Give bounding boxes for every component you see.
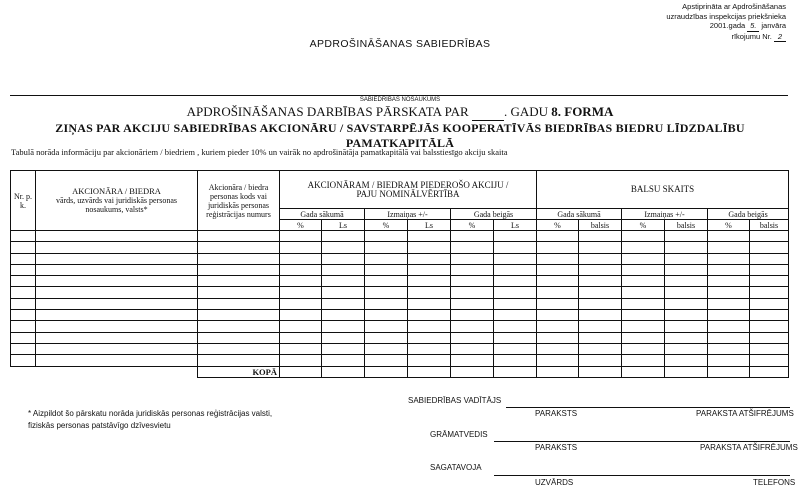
table-cell[interactable] — [451, 310, 494, 321]
table-cell[interactable] — [537, 298, 579, 309]
table-cell[interactable] — [537, 332, 579, 343]
table-cell[interactable] — [36, 343, 198, 354]
table-cell[interactable] — [322, 355, 365, 366]
table-cell[interactable] — [537, 343, 579, 354]
total-cell[interactable] — [365, 366, 408, 377]
org-heading: APDROŠINĀŠANAS SABIEDRĪBAS — [309, 38, 491, 50]
table-cell[interactable] — [494, 298, 537, 309]
table-cell[interactable] — [665, 310, 708, 321]
table-cell[interactable] — [451, 298, 494, 309]
table-cell[interactable] — [11, 355, 36, 366]
table-cell[interactable] — [36, 332, 198, 343]
report-title-prefix: APDROŠINĀŠANAS DARBĪBAS PĀRSKATA PAR — [186, 104, 469, 119]
accountant-signature-caption: PARAKSTS — [535, 443, 578, 452]
table-cell[interactable] — [494, 242, 537, 253]
table-cell[interactable] — [322, 310, 365, 321]
table-cell[interactable] — [198, 287, 280, 298]
table-cell[interactable] — [280, 298, 322, 309]
table-cell[interactable] — [708, 264, 750, 275]
table-cell[interactable] — [11, 264, 36, 275]
votes-change-header: Izmaiņas +/- — [622, 209, 708, 220]
table-cell[interactable] — [451, 355, 494, 366]
table-cell[interactable] — [36, 321, 198, 332]
unit-pct: % — [708, 220, 750, 231]
table-cell[interactable] — [451, 253, 494, 264]
head-signature-caption: PARAKSTS — [535, 409, 578, 418]
table-row — [11, 332, 789, 343]
report-year-field[interactable] — [472, 104, 504, 121]
unit-votes: balsis — [750, 220, 789, 231]
table-cell[interactable] — [280, 355, 322, 366]
head-label: SABIEDRĪBAS VADĪTĀJS — [408, 396, 502, 405]
col-holder-title: AKCIONĀRA / BIEDRA — [72, 186, 161, 196]
table-cell[interactable] — [198, 253, 280, 264]
table-cell[interactable] — [408, 355, 451, 366]
footnote-line-2: fiziskās personas patstāvīgo dzīvesvietu — [28, 421, 171, 430]
table-cell[interactable] — [622, 332, 665, 343]
table-cell[interactable] — [408, 231, 451, 242]
table-cell[interactable] — [11, 276, 36, 287]
preparer-phone-caption: TELEFONS — [753, 478, 796, 487]
table-cell[interactable] — [494, 321, 537, 332]
approval-order-number: 2 — [774, 32, 786, 43]
unit-votes: balsis — [579, 220, 622, 231]
total-cell[interactable] — [494, 366, 537, 377]
table-cell[interactable] — [665, 253, 708, 264]
table-cell[interactable] — [365, 355, 408, 366]
table-cell[interactable] — [665, 287, 708, 298]
company-name-line[interactable] — [10, 95, 788, 96]
table-cell[interactable] — [537, 264, 579, 275]
table-cell[interactable] — [451, 321, 494, 332]
table-cell[interactable] — [36, 355, 198, 366]
approval-line-1: Apstiprināta ar Apdrošināšanas — [682, 2, 786, 11]
accountant-signature-line[interactable] — [494, 441, 790, 442]
table-cell[interactable] — [322, 253, 365, 264]
value-end-header: Gada beigās — [451, 209, 537, 220]
table-cell[interactable] — [579, 264, 622, 275]
table-cell[interactable] — [708, 321, 750, 332]
table-cell[interactable] — [708, 310, 750, 321]
votes-start-header: Gada sākumā — [537, 209, 622, 220]
table-cell[interactable] — [494, 343, 537, 354]
table-cell[interactable] — [537, 253, 579, 264]
intro-text: Tabulā norāda informāciju par akcionāriem / biedriem , kuriem pieder 10% un vairāk no apdrošinātāja pamatkapitālā vai balsstiesīgo akciju skaita — [11, 147, 508, 157]
table-cell[interactable] — [750, 298, 789, 309]
table-cell[interactable] — [579, 355, 622, 366]
table-cell[interactable] — [537, 310, 579, 321]
approval-line-2: uzraudzības inspekcijas priekšnieka — [666, 11, 786, 21]
table-cell[interactable] — [322, 343, 365, 354]
approval-line-3 — [586, 21, 786, 32]
table-cell[interactable] — [365, 310, 408, 321]
table-cell[interactable] — [451, 332, 494, 343]
table-cell[interactable] — [750, 276, 789, 287]
table-cell[interactable] — [280, 310, 322, 321]
table-cell[interactable] — [280, 287, 322, 298]
total-cell[interactable] — [708, 366, 750, 377]
total-cell[interactable] — [622, 366, 665, 377]
table-cell[interactable] — [708, 231, 750, 242]
table-cell[interactable] — [280, 264, 322, 275]
table-row — [11, 355, 789, 366]
table-cell[interactable] — [198, 332, 280, 343]
table-cell[interactable] — [198, 321, 280, 332]
table-cell[interactable] — [11, 242, 36, 253]
table-cell[interactable] — [365, 276, 408, 287]
table-cell[interactable] — [365, 231, 408, 242]
table-cell[interactable] — [665, 242, 708, 253]
total-cell[interactable] — [280, 366, 322, 377]
table-cell[interactable] — [537, 276, 579, 287]
table-cell[interactable] — [365, 287, 408, 298]
table-cell[interactable] — [665, 298, 708, 309]
footnote — [28, 408, 272, 432]
company-name-caption: SABIEDRĪBAS NOSAUKUMS — [359, 97, 441, 103]
table-cell[interactable] — [537, 287, 579, 298]
table-cell[interactable] — [365, 242, 408, 253]
table-cell[interactable] — [280, 253, 322, 264]
table-body — [11, 231, 789, 378]
unit-ls: Ls — [408, 220, 451, 231]
table-cell[interactable] — [494, 276, 537, 287]
table-cell[interactable] — [408, 321, 451, 332]
table-cell[interactable] — [11, 298, 36, 309]
unit-ls: Ls — [494, 220, 537, 231]
table-cell[interactable] — [494, 355, 537, 366]
table-row — [11, 343, 789, 354]
table-cell[interactable] — [708, 242, 750, 253]
table-cell[interactable] — [365, 253, 408, 264]
votes-end-header: Gada beigās — [708, 209, 789, 220]
table-cell[interactable] — [622, 276, 665, 287]
table-cell[interactable] — [11, 332, 36, 343]
table-cell[interactable] — [622, 231, 665, 242]
table-cell[interactable] — [665, 321, 708, 332]
table-cell[interactable] — [494, 253, 537, 264]
table-cell[interactable] — [537, 321, 579, 332]
table-cell[interactable] — [579, 231, 622, 242]
table-cell[interactable] — [750, 231, 789, 242]
table-cell[interactable] — [198, 276, 280, 287]
table-row — [11, 253, 789, 264]
table-cell[interactable] — [750, 321, 789, 332]
table-cell[interactable] — [322, 231, 365, 242]
col-code-header: Akcionāra / biedra personas kods vai juridiskās personas reģistrācijas numurs — [198, 171, 280, 231]
table-cell[interactable] — [622, 264, 665, 275]
table-cell[interactable] — [198, 298, 280, 309]
table-cell[interactable] — [11, 231, 36, 242]
head-decoding-caption: PARAKSTA ATŠIFRĒJUMS — [696, 409, 794, 418]
table-cell[interactable] — [451, 231, 494, 242]
table-cell[interactable] — [11, 253, 36, 264]
unit-pct: % — [451, 220, 494, 231]
footnote-line-1: * Aizpildot šo pārskatu norāda juridiskās personas reģistrācijas valsti, — [28, 409, 273, 418]
table-cell[interactable] — [708, 298, 750, 309]
table-cell[interactable] — [750, 310, 789, 321]
total-cell[interactable] — [408, 366, 451, 377]
col-holder-subtitle: vārds, uzvārds vai juridiskās personas nosaukums, valsts* — [55, 196, 178, 214]
table-cell[interactable] — [665, 343, 708, 354]
table-cell[interactable] — [36, 310, 198, 321]
table-row — [11, 321, 789, 332]
table-row — [11, 264, 789, 275]
table-cell[interactable] — [708, 332, 750, 343]
table-row — [11, 276, 789, 287]
table-cell[interactable] — [494, 264, 537, 275]
report-title — [0, 104, 800, 121]
table-cell[interactable] — [408, 310, 451, 321]
table-cell[interactable] — [36, 298, 198, 309]
group-votes-header: BALSU SKAITS — [537, 171, 789, 209]
table-cell[interactable] — [198, 355, 280, 366]
table-cell[interactable] — [537, 355, 579, 366]
total-cell[interactable] — [665, 366, 708, 377]
table-cell[interactable] — [579, 310, 622, 321]
table-cell[interactable] — [198, 343, 280, 354]
table-cell[interactable] — [665, 276, 708, 287]
table-cell[interactable] — [708, 276, 750, 287]
table-cell[interactable] — [708, 253, 750, 264]
table-cell[interactable] — [665, 264, 708, 275]
table-cell[interactable] — [451, 242, 494, 253]
head-signature-line[interactable] — [506, 407, 790, 408]
accountant-decoding-caption: PARAKSTA ATŠIFRĒJUMS — [700, 443, 798, 452]
table-cell[interactable] — [365, 264, 408, 275]
table-cell[interactable] — [622, 287, 665, 298]
table-cell[interactable] — [198, 242, 280, 253]
table-cell[interactable] — [451, 276, 494, 287]
table-cell[interactable] — [494, 287, 537, 298]
table-cell[interactable] — [36, 264, 198, 275]
table-cell[interactable] — [665, 355, 708, 366]
total-row-spacer — [11, 366, 198, 377]
preparer-label: SAGATAVOJA — [430, 463, 482, 472]
table-cell[interactable] — [750, 287, 789, 298]
table-cell[interactable] — [322, 287, 365, 298]
table-cell[interactable] — [280, 276, 322, 287]
total-label: KOPĀ — [198, 366, 280, 377]
table-cell[interactable] — [451, 287, 494, 298]
table-cell[interactable] — [365, 343, 408, 354]
table-cell[interactable] — [36, 276, 198, 287]
unit-pct: % — [622, 220, 665, 231]
table-cell[interactable] — [11, 343, 36, 354]
table-cell[interactable] — [622, 321, 665, 332]
table-cell[interactable] — [408, 264, 451, 275]
total-cell[interactable] — [322, 366, 365, 377]
table-cell[interactable] — [579, 253, 622, 264]
table-cell[interactable] — [537, 231, 579, 242]
table-cell[interactable] — [11, 321, 36, 332]
table-cell[interactable] — [36, 287, 198, 298]
table-cell[interactable] — [322, 276, 365, 287]
form-label: 8. FORMA — [551, 104, 614, 119]
table-cell[interactable] — [198, 310, 280, 321]
table-cell[interactable] — [708, 355, 750, 366]
table-cell[interactable] — [408, 242, 451, 253]
table-cell[interactable] — [198, 264, 280, 275]
table-cell[interactable] — [494, 310, 537, 321]
approval-date-day: 5. — [747, 21, 759, 32]
table-cell[interactable] — [622, 310, 665, 321]
shareholder-table — [10, 170, 789, 378]
unit-pct: % — [537, 220, 579, 231]
table-cell[interactable] — [750, 242, 789, 253]
table-row — [11, 298, 789, 309]
total-row — [11, 366, 789, 377]
table-cell[interactable] — [36, 231, 198, 242]
group-value-header: AKCIONĀRAM / BIEDRAM PIEDEROŠO AKCIJU / PAJU NOMINĀLVĒRTĪBA — [280, 171, 537, 209]
preparer-name-caption: UZVĀRDS — [535, 478, 574, 487]
table-row — [11, 310, 789, 321]
approval-date-prefix: 2001.gada — [709, 21, 746, 30]
table-cell[interactable] — [451, 264, 494, 275]
table-cell[interactable] — [365, 321, 408, 332]
total-cell[interactable] — [537, 366, 579, 377]
table-cell[interactable] — [322, 298, 365, 309]
table-cell[interactable] — [365, 332, 408, 343]
table-cell[interactable] — [280, 321, 322, 332]
table-cell[interactable] — [322, 332, 365, 343]
table-cell[interactable] — [750, 264, 789, 275]
table-cell[interactable] — [408, 253, 451, 264]
table-cell[interactable] — [579, 298, 622, 309]
table-cell[interactable] — [750, 355, 789, 366]
approval-order-prefix: rīkojumu Nr. — [731, 31, 772, 41]
table-cell[interactable] — [579, 332, 622, 343]
main-title: ZIŅAS PAR AKCIJU SABIEDRĪBAS AKCIONĀRU / SAVSTARPĒJĀS KOOPERATĪVĀS BIEDRĪBAS BIEDRU LĪDZDALĪBU PAMATKAPITĀLĀ — [55, 121, 745, 150]
table-cell[interactable] — [622, 253, 665, 264]
value-start-header: Gada sākumā — [280, 209, 365, 220]
table-cell[interactable] — [280, 231, 322, 242]
table-cell[interactable] — [280, 332, 322, 343]
table-cell[interactable] — [622, 298, 665, 309]
table-cell[interactable] — [750, 343, 789, 354]
table-cell[interactable] — [408, 287, 451, 298]
table-cell[interactable] — [36, 253, 198, 264]
table-cell[interactable] — [322, 321, 365, 332]
total-cell[interactable] — [451, 366, 494, 377]
table-cell[interactable] — [537, 242, 579, 253]
table-cell[interactable] — [494, 231, 537, 242]
table-cell[interactable] — [494, 332, 537, 343]
table-cell[interactable] — [665, 231, 708, 242]
table-row — [11, 287, 789, 298]
unit-pct: % — [280, 220, 322, 231]
table-cell[interactable] — [579, 321, 622, 332]
table-cell[interactable] — [579, 343, 622, 354]
value-change-header: Izmaiņas +/- — [365, 209, 451, 220]
col-nr-header: Nr. p. k. — [11, 171, 36, 231]
table-cell[interactable] — [665, 332, 708, 343]
table-row — [11, 231, 789, 242]
table-cell[interactable] — [365, 298, 408, 309]
unit-pct: % — [365, 220, 408, 231]
table-cell[interactable] — [708, 343, 750, 354]
table-cell[interactable] — [579, 287, 622, 298]
approval-date-month: janvāra — [761, 21, 786, 30]
table-cell[interactable] — [750, 253, 789, 264]
approval-note — [586, 2, 786, 42]
report-title-suffix: . GADU — [503, 104, 548, 119]
table-cell[interactable] — [280, 343, 322, 354]
table-cell[interactable] — [408, 343, 451, 354]
table-cell[interactable] — [622, 242, 665, 253]
table-row — [11, 242, 789, 253]
table-cell[interactable] — [622, 343, 665, 354]
table-cell[interactable] — [451, 343, 494, 354]
table-cell[interactable] — [322, 264, 365, 275]
table-cell[interactable] — [11, 287, 36, 298]
accountant-label: GRĀMATVEDIS — [430, 430, 488, 439]
col-holder-header — [36, 171, 198, 231]
table-cell[interactable] — [198, 231, 280, 242]
table-cell[interactable] — [622, 355, 665, 366]
table-cell[interactable] — [11, 310, 36, 321]
table-cell[interactable] — [708, 287, 750, 298]
table-cell[interactable] — [322, 242, 365, 253]
total-cell[interactable] — [750, 366, 789, 377]
table-cell[interactable] — [579, 276, 622, 287]
table-cell[interactable] — [280, 242, 322, 253]
table-cell[interactable] — [750, 332, 789, 343]
table-cell[interactable] — [408, 298, 451, 309]
total-cell[interactable] — [579, 366, 622, 377]
table-cell[interactable] — [579, 242, 622, 253]
table-cell[interactable] — [408, 276, 451, 287]
unit-votes: balsis — [665, 220, 708, 231]
table-cell[interactable] — [36, 242, 198, 253]
preparer-line[interactable] — [494, 475, 790, 476]
table-cell[interactable] — [408, 332, 451, 343]
unit-ls: Ls — [322, 220, 365, 231]
